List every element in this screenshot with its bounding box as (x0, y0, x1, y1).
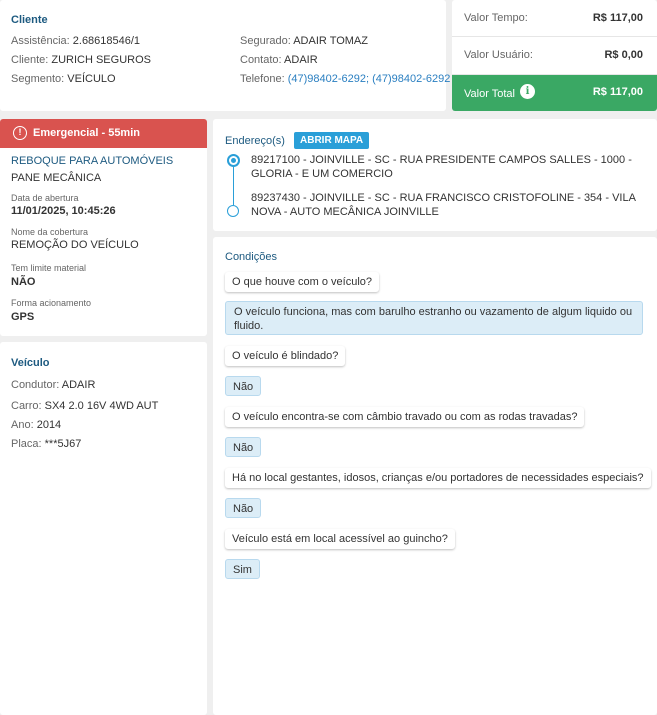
condition-answer: Não (225, 437, 261, 457)
problem-type: PANE MECÂNICA (11, 172, 102, 184)
condition-answer: Não (225, 498, 261, 518)
condition-answer: Não (225, 376, 261, 396)
abertura-label: Data de abertura (11, 193, 79, 203)
client-card (0, 0, 451, 111)
destination-address: 89237430 - JOINVILLE - SC - RUA FRANCISCO CRISTOFOLINE - 354 - VILA NOVA - AUTO MECÂNICA JOINVILLE (251, 192, 636, 218)
condition-answer: O veículo funciona, mas com barulho estranho ou vazamento de algum liquido ou fluido. (225, 301, 643, 335)
abertura-value: 11/01/2025, 10:45:26 (11, 205, 116, 217)
address-card (213, 119, 657, 231)
valor-total-value: R$ 117,00 (592, 86, 643, 98)
address-title: Endereço(s) (225, 135, 285, 147)
assistencia-value: 2.68618546/1 (72, 35, 141, 47)
limite-label: Tem limite material (11, 263, 87, 273)
condition-question: O que houve com o veículo? (225, 272, 379, 292)
limite-value: NÃO (11, 276, 36, 288)
condutor-value: ADAIR (61, 379, 96, 391)
cobertura-label: Nome da cobertura (11, 227, 89, 237)
condutor-row: Condutor: ADAIR (11, 379, 96, 391)
vehicle-title: Veículo (11, 357, 50, 369)
service-type: REBOQUE PARA AUTOMÓVEIS (11, 155, 174, 167)
conditions-card (213, 237, 657, 715)
telefone-row: Telefone: (47)98402-6292; (47)98402-6292 (240, 73, 451, 85)
contato-row: Contato: ADAIR (240, 54, 318, 66)
condition-question: Há no local gestantes, idosos, crianças e/ou portadores de necessidades especiais? (225, 468, 651, 488)
cliente-value: ZURICH SEGUROS (51, 54, 151, 66)
carro-value: SX4 2.0 16V 4WD AUT (44, 400, 159, 412)
ano-value: 2014 (36, 419, 62, 431)
acionamento-label: Forma acionamento (11, 298, 92, 308)
condition-question: O veículo é blindado? (225, 346, 345, 366)
alert-icon: ! (13, 126, 27, 140)
segmento-row: Segmento: VEÍCULO (11, 73, 116, 85)
valor-tempo-row: Valor Tempo: R$ 117,00 (452, 0, 657, 37)
contato-value: ADAIR (284, 54, 318, 66)
ano-row: Ano: 2014 (11, 419, 62, 431)
segurado-row: Segurado: ADAIR TOMAZ (240, 35, 368, 47)
open-map-button[interactable]: ABRIR MAPA (294, 132, 369, 149)
placa-value: ***5J67 (44, 438, 82, 450)
condition-question: O veículo encontra-se com câmbio travado ou com as rodas travadas? (225, 407, 584, 427)
conditions-title: Condições (225, 251, 277, 263)
condition-answer: Sim (225, 559, 260, 579)
assistencia-row: Assistência: 2.68618546/1 (11, 35, 141, 47)
valor-usuario-value: R$ 0,00 (604, 49, 643, 61)
origin-marker-icon (227, 154, 240, 167)
acionamento-value: GPS (11, 311, 35, 323)
segurado-value: ADAIR TOMAZ (293, 35, 368, 47)
valor-usuario-row: Valor Usuário: R$ 0,00 (452, 37, 657, 75)
client-title: Cliente (11, 14, 48, 26)
valor-tempo-value: R$ 117,00 (592, 12, 643, 24)
segmento-value: VEÍCULO (67, 73, 116, 85)
condition-question: Veículo está em local acessível ao guincho? (225, 529, 455, 549)
service-card (0, 119, 207, 336)
vehicle-card (0, 342, 207, 715)
emergency-badge: ! Emergencial - 55min (0, 119, 207, 148)
cobertura-value: REMOÇÃO DO VEÍCULO (11, 239, 139, 251)
valor-total-row: Valor Total i R$ 117,00 (452, 75, 657, 111)
carro-row: Carro: SX4 2.0 16V 4WD AUT (11, 400, 159, 412)
values-card (452, 0, 657, 111)
telefone-link[interactable]: (47)98402-6292; (47)98402-6292 (287, 73, 451, 85)
origin-address: 89217100 - JOINVILLE - SC - RUA PRESIDENTE CAMPOS SALLES - 1000 - GLORIA - E UM COMERCIO (251, 154, 632, 180)
destination-marker-icon (227, 205, 239, 217)
cliente-row: Cliente: ZURICH SEGUROS (11, 54, 151, 66)
route-line (233, 167, 234, 205)
placa-row: Placa: ***5J67 (11, 438, 82, 450)
info-icon[interactable]: i (520, 84, 535, 99)
